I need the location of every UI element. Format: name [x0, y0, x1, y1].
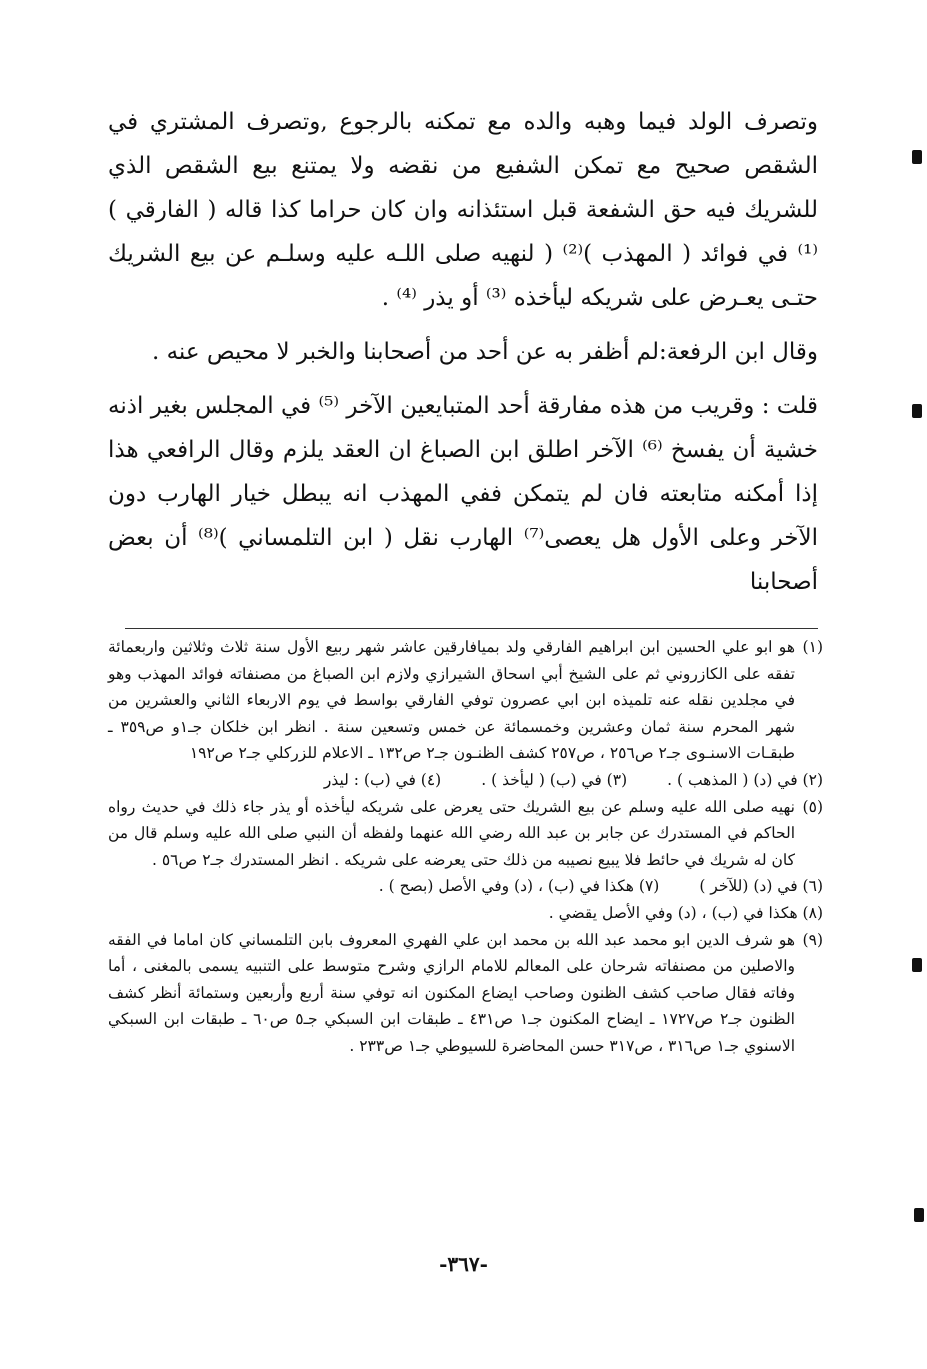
footnotes	[108, 634, 823, 1060]
footnote-number: (٥)	[802, 797, 823, 816]
main-text	[108, 100, 818, 604]
footnote-7: (٧) هكذا في (ب) ، (د) وفي الأصل (بصح ) .	[378, 877, 660, 896]
footnote-2: (٢) في (د) ( المذهب ) .	[667, 770, 823, 789]
footnote-text: هو شرف الدين ابو محمد عبد الله بن محمد ابن علي الفهري المعروف بابن التلمساني كان اماما في الفقه والاصلين من مصنفاته شرحان على المعالم للامام الرازي وشرح متوسط على التنبيه يسمى بالمغنى ، أما وفاته فقال صاحب كشف الظنون وصاحب ايضاع المكنون انه توفي سنة أربع وأربعين وستمائة أنظر كشف الظنون جـ٢ ص١٧٢٧ ـ ايضاح المكنون جـ١ ص٤٣١ ـ طبقات ابن السبكي جـ٥ ص٦٠ ـ طبقات ابن السبكي الاسنوي جـ١ ص٣١٦ ، ص٣١٧ حسن المحاضرة للسيوطي جـ١ ص٢٣٣ .	[108, 930, 795, 1055]
paragraph-2: وقال ابن الرفعة:لم أظفر به عن أحد من أصحابنا والخبر لا محيص عنه .	[151, 339, 818, 365]
footnote-row-6-7	[108, 873, 823, 900]
scan-margin-mark	[912, 150, 922, 164]
page-number: -٣٦٧-	[439, 1252, 488, 1276]
paragraph-1: وتصرف الولد فيما وهبه والده مع تمكنه بالرجوع ,وتصرف المشتري في الشقص صحيح مع تمكن الشفيع من نقضه ولا يمتنع بيع الشقص الذي للشريك فيه حق الشفعة قبل استئذانه وان كان حراما كذا قاله ( الفارقي )⁽¹⁾ في فوائد ( المهذب )⁽²⁾ ( لنهيه صلى اللـه عليه وسلـم عن بيع الشريك حتـى يعـرض على شريكه ليأخذه ⁽³⁾ أو يذر ⁽⁴⁾ .	[108, 109, 818, 311]
footnote-text: نهيه صلى الله عليه وسلم عن بيع الشريك حتى يعرض على شريكه ليأخذه أو يذر جاء ذلك في حديث رواه الحاكم في المستدرك عن جابر بن عبد الله رضي الله عنهما ولفظه أن النبي صلى الله عليه وسلم قال من كان له شريك في حائط فلا يبيع نصيبه من ذلك حتى يعرضه على شريكه . انظر المستدرك جـ٢ ص٥٦ .	[108, 797, 795, 869]
footnote-text: هو ابو علي الحسين ابن ابراهيم الفارقي ولد بميافارقين عاشر شهر ربيع الأول سنة ثلاث وثلاثين واربعمائة تفقه على الكازروني ثم على الشيخ أبي اسحاق الشيرازي ولازم ابن الصباغ من مصنفاته فوائد المهذب وهو في مجلدين نقله عنه تلميذه ابن ابي عصرون توفي الفارقي بواسط في يوم الاربعاء الثاني والعشرين من شهر المحرم سنة ثمان وعشرين وخمسمائة عن خمس وتسعين سنة . انظر ابن خلكان جـ١و ص٣٥٩ ـ طبقـات الاسنـوى جـ٢ ص٢٥٦ ، ص٢٥٧ كشف الظنـون جـ٢ ص١٣٢ ـ الاعلام للزركلي جـ٢ ص١٩٢	[108, 638, 796, 763]
footnote-3: (٣) في (ب) ( ليأخذ ) .	[481, 770, 628, 789]
footnote-8: (٨) هكذا في (ب) ، (د) وفي الأصل يقضي .	[548, 903, 823, 922]
scan-margin-mark	[914, 1208, 924, 1222]
footnote-6: (٦) في (د) (للآخر )	[699, 877, 823, 896]
footnote-number: (٩)	[802, 930, 823, 949]
scan-margin-mark	[912, 404, 922, 418]
footnote-1	[108, 634, 823, 767]
footnote-9	[108, 927, 823, 1060]
footnote-row-2-4	[108, 767, 823, 794]
footnote-separator	[125, 628, 818, 629]
footnote-5	[108, 794, 823, 874]
scan-margin-mark	[912, 958, 922, 972]
footnote-4: (٤) في (ب) : ليذر	[323, 770, 442, 789]
paragraph-3: قلت : وقريب من هذه مفارقة أحد المتبايعين الآخر ⁽⁵⁾ في المجلس بغير اذنه خشية أن يفسخ ⁽⁶⁾ الآخر اطلق ابن الصباغ ان العقد يلزم وقال الرافعي هذا إذا أمكنه متابعته فان لم يتمكن ففي المهذب انه يبطل خيار الهارب دون الآخر وعلى الأول هل يعصى⁽⁷⁾ الهارب نقل ( ابن التلمساني )⁽⁸⁾ أن بعض أصحابنا	[108, 393, 818, 595]
footnote-number: (١)	[802, 638, 823, 656]
footnote-row-8	[108, 900, 823, 927]
